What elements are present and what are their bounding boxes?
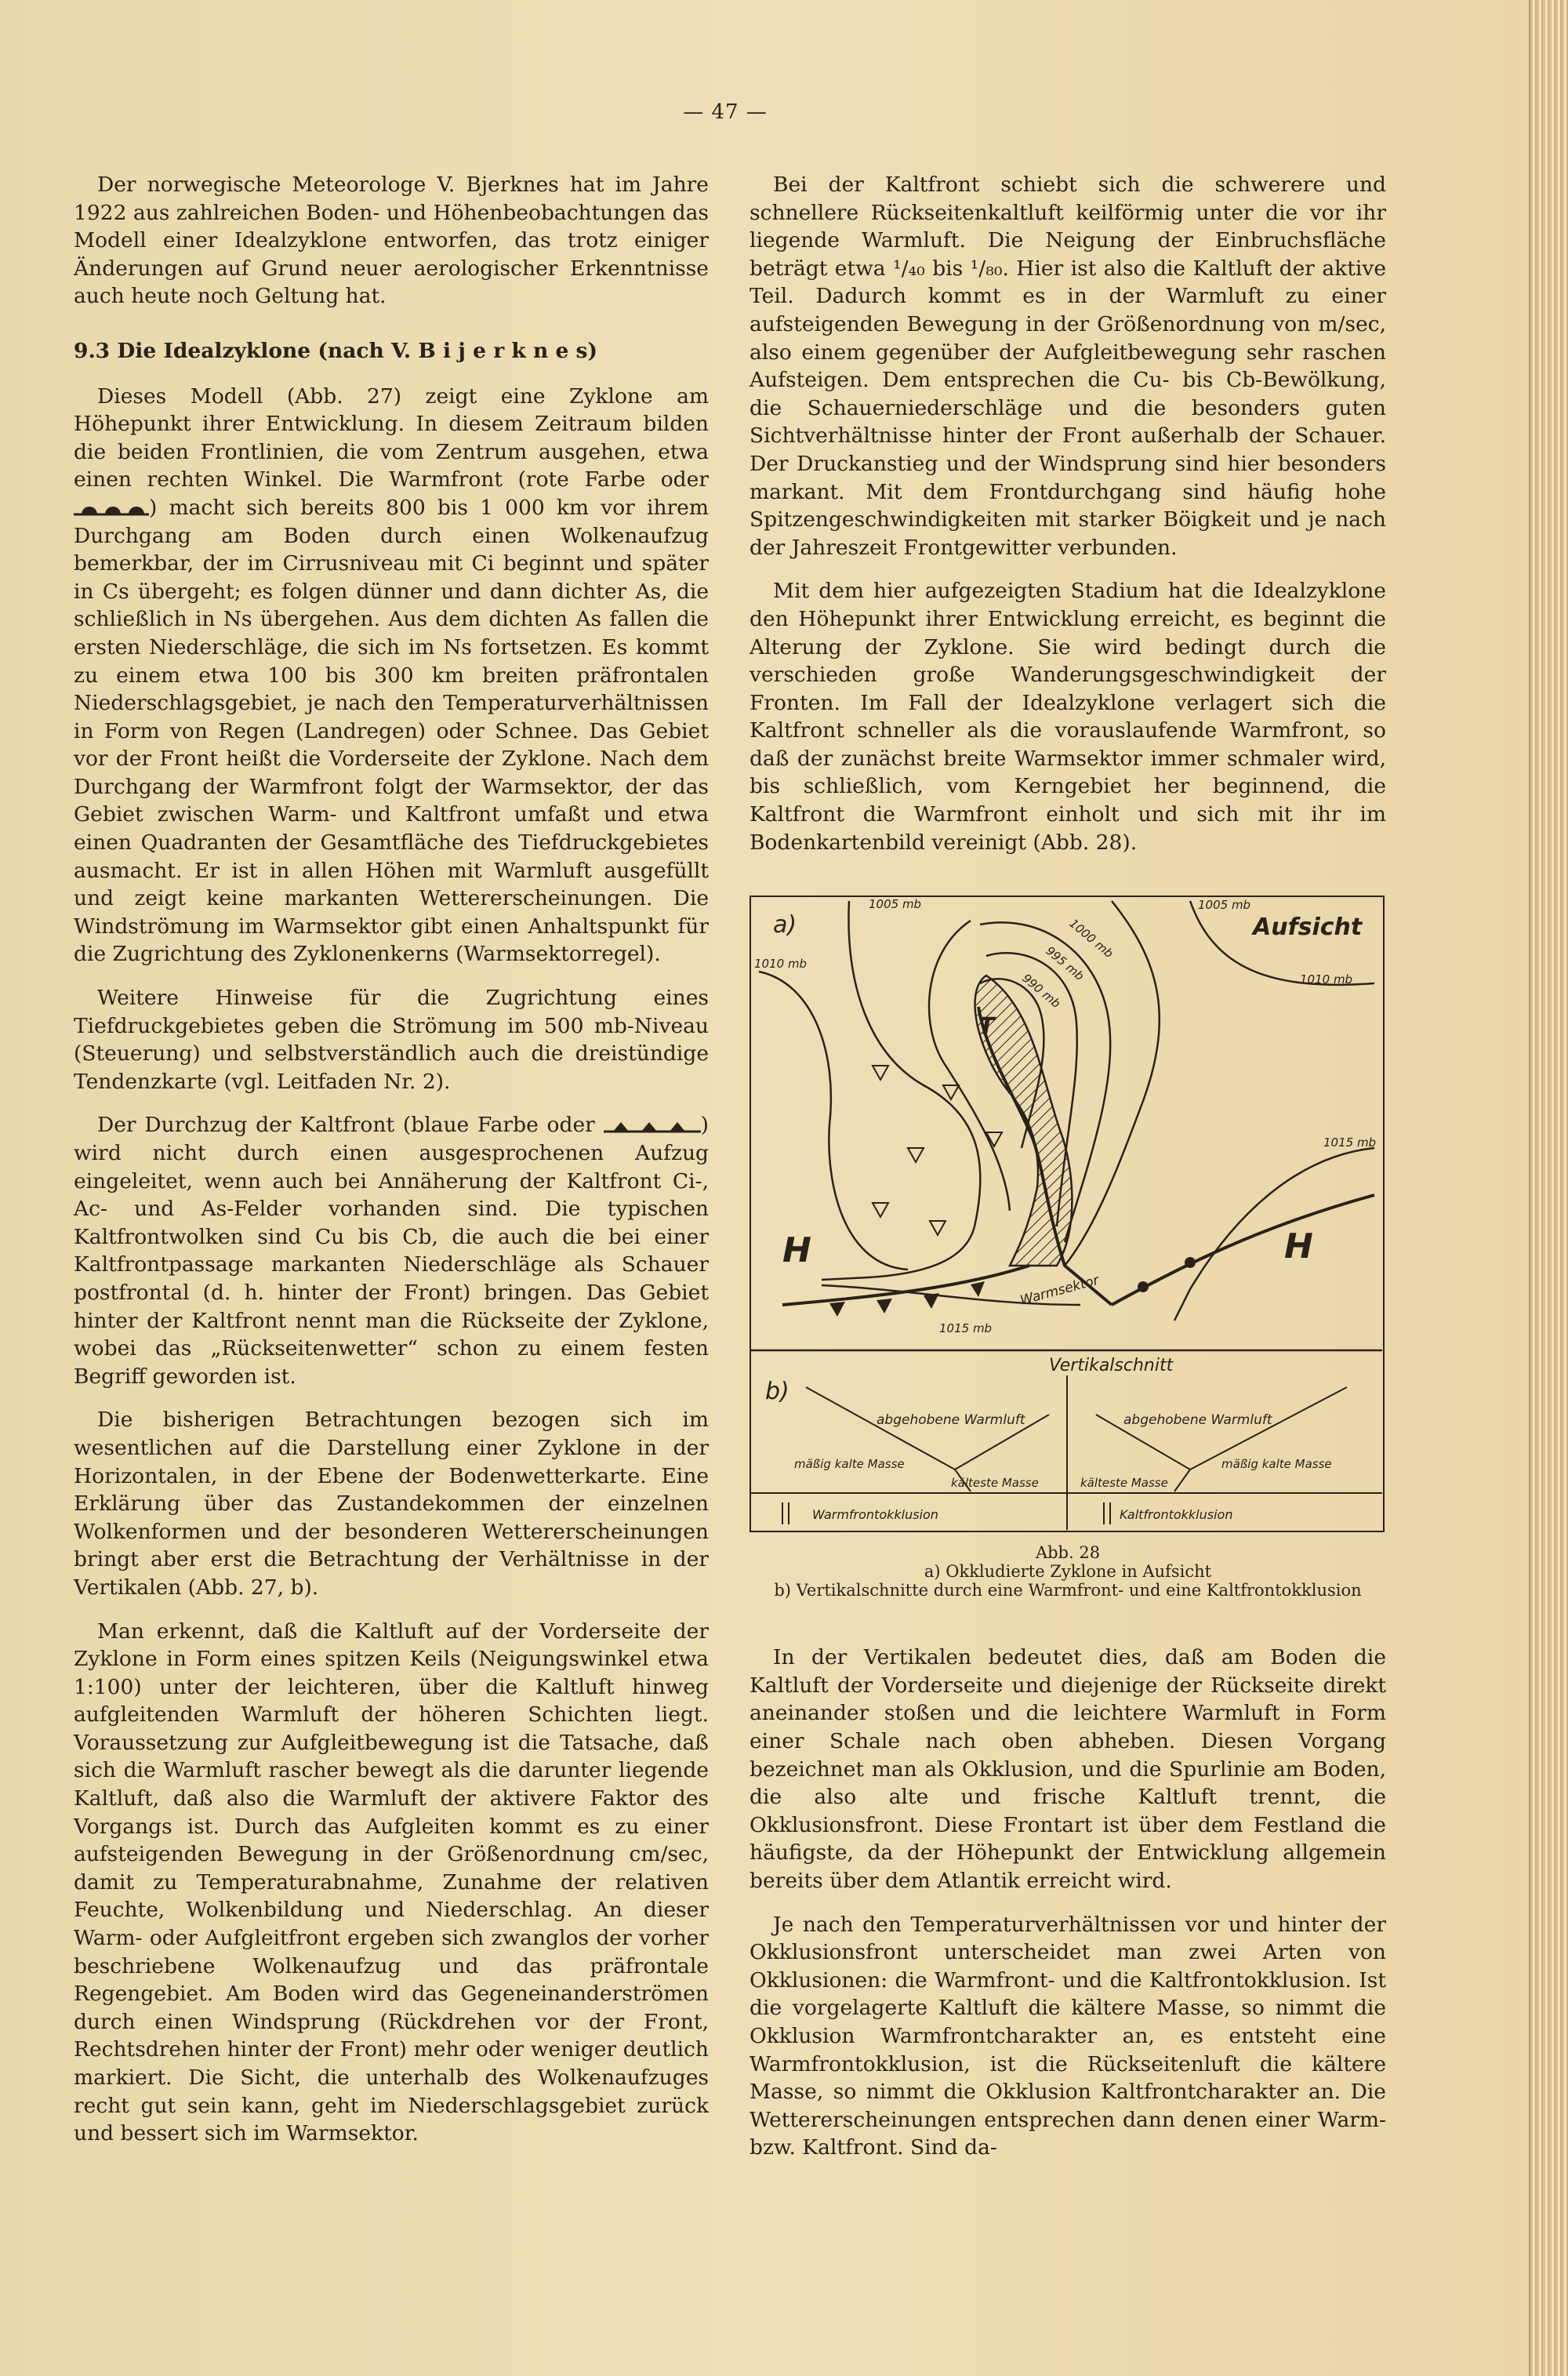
paragraph-cold-front: Bei der Kaltfront schiebt sich die schwerere und schnellere Rückseitenkaltluft keilförmig unter die vor ihr liegende Warmluft. Die Neigung der Einbruchsfläche beträgt etwa ¹/₄₀ bis ¹/₈₀. Hier ist also die Kaltluft der aktive Teil. Dadurch kommt es in der Warmluft zu einer aufsteigenden Bewegung in der Größenordnung von m/sec, also einem gegenüber der Aufgleitbewegung sehr raschen Aufsteigen. Dem entsprechen die Cu- bis Cb-Bewölkung, die Schauerniederschläge und die besonders guten Sichtverhältnisse hinter der Front außerhalb der Schauer. Der Druckanstieg und der Windsprung sind hier besonders markant. Mit dem Frontdurchgang sind häufig hohe Spitzengeschwindigkeiten mit starker Böigkeit und je nach der Jahreszeit Frontgewitter verbunden. <box>750 173 1386 560</box>
paragraph-model <box>74 383 709 968</box>
paragraph-kaltfront-rest: ) wird nicht durch einen ausgesprochenen Aufzug eingeleitet, wenn auch bei Annäherung der Kaltfront Ci-, Ac- und As-Felder vorhanden sind. Die typischen Kaltfrontwolken sind Cu bis Cb, die auch die bei einer Kaltfrontpassage markanten Niederschläge als Schauer postfrontal (d. h. hinter der Front) bringen. Das Gebiet hinter der Kaltfront nennt man die Rückseite der Zyklone, wobei das „Rückseitenwetter“ schon zu einem festen Begriff geworden ist. <box>74 1113 709 1389</box>
isobar-label-7: 1015 mb <box>1323 1135 1377 1150</box>
paragraph-zugrichtung: Weitere Hinweise für die Zugrichtung eines Tiefdruckgebietes geben die Strömung im 500 mb-Niveau (Steuerung) und selbstverständlich auch die dreistündige Tendenzkarte (vgl. Leitfaden Nr. 2). <box>74 986 709 1094</box>
paragraph-model-start: Dieses Modell (Abb. 27) zeigt eine Zyklone am Höhepunkt ihrer Entwicklung. In diesem Zeitraum bilden die beiden Frontlinien, die vom Zentrum ausgehen, etwa einen rechten Winkel. Die Warmfront (rote Farbe oder <box>74 383 709 492</box>
left-column <box>74 171 709 2163</box>
panel-b-label: b) <box>765 1378 789 1406</box>
paragraph-kaltfront <box>74 1111 709 1390</box>
page-edge <box>1529 0 1568 2376</box>
right-mid-label: mäßig kalte Masse <box>1221 1457 1332 1472</box>
left-caption: Warmfrontokklusion <box>812 1507 938 1523</box>
section-heading: 9.3 Die Idealzyklone (nach V. B i j e r k n e s) <box>74 338 597 363</box>
figure-caption <box>750 1543 1386 1600</box>
shower-symbols <box>873 1066 1002 1235</box>
figure-28-drawing <box>751 897 1382 1530</box>
caption-title: Abb. 28 <box>1035 1543 1101 1563</box>
paragraph-kaltfront-start: Der Durchzug der Kaltfront (blaue Farbe oder <box>97 1113 595 1138</box>
panel-a-label: a) <box>773 911 797 939</box>
intro-paragraph: Der norwegische Meteorologe V. Bjerknes hat im Jahre 1922 aus zahlreichen Boden- und Höhenbeobachtungen das Modell einer Idealzyklone entworfen, das trotz einiger Änderungen auf Grund neuer aerologischer Erkenntnisse auch heute noch Geltung hat. <box>74 173 709 309</box>
paragraph-occlusion: In der Vertikalen bedeutet dies, daß am Boden die Kaltluft der Vorderseite und diejenige der Rückseite direkt aneinander stoßen und die leichtere Warmluft in Form einer Schale nach oben abheben. Diesen Vorgang bezeichnet man als Okklusion, und die Spurlinie am Boden, die also alte und frische Kaltluft trennt, die Okklusionsfront. Diese Frontart ist über dem Festland die häufigste, da der Höhepunkt der Entwicklung allgemein bereits über dem Atlantik erreicht wird. <box>750 1645 1386 1893</box>
high-right: H <box>1284 1226 1313 1267</box>
isobar-label-0: 1005 mb <box>869 897 922 912</box>
paragraph-aging: Mit dem hier aufgezeigten Stadium hat die Idealzyklone den Höhepunkt ihrer Entwicklung erreicht, es beginnt die Alterung der Zyklone. Sie wird bedingt durch die verschieden große Wanderungsgeschwindigkeit der Fronten. Im Fall der Idealzyklone verlagert sich die Kaltfront schneller als die vorauslaufende Warmfront, so daß der zunächst breite Warmsektor immer schmaler wird, bis schließlich, vom Kerngebiet her beginnend, die Kaltfront die Warmfront einholt und sich mit ihr im Bodenkartenbild vereinigt (Abb. 28). <box>750 579 1386 855</box>
vertical-title: Vertikalschnitt <box>1049 1356 1174 1376</box>
figure-a-labels <box>754 897 1376 1335</box>
right-upper-label: abgehobene Warmluft <box>1123 1412 1272 1429</box>
right-column <box>750 171 1386 2178</box>
figure-28 <box>750 896 1385 1532</box>
isobar-label-1: 1010 mb <box>754 957 808 972</box>
warm-front-symbol-icon <box>74 500 149 518</box>
warm-sector-label: Warmsektor <box>1018 1273 1101 1310</box>
page-number: — 47 — <box>683 100 768 124</box>
warm-front-line <box>1112 1195 1374 1305</box>
left-low-label: kälteste Masse <box>951 1476 1039 1491</box>
right-low-label: kälteste Masse <box>1080 1476 1168 1491</box>
isobar-label-8: 1015 mb <box>939 1321 993 1336</box>
paragraph-vertical: Man erkennt, daß die Kaltluft auf der Vorderseite der Zyklone in Form eines spitzen Keils (Neigungswinkel etwa 1:100) unter der leichteren, über die Kaltluft hinweg aufgleitenden Warmluft der höheren Schichten liegt. Voraussetzung zur Aufgleitbewegung ist die Tatsache, daß sich die Warmluft rascher bewegt als die darunter liegende Kaltluft, daß also die Warmluft der aktivere Faktor des Vorgangs ist. Durch das Aufgleiten kommt es zu einer aufsteigenden Bewegung in der Größenordnung cm/sec, damit zu Temperaturabnahme, Zunahme der relativen Feuchte, Wolkenbildung und Niederschlag. An dieser Warm- oder Aufgleitfront ergeben sich zwanglos der vorher beschriebene Wolkenaufzug und das präfrontale Regengebiet. Am Boden wird das Gegeneinanderströmen durch einen Windsprung (Rückdrehen vor der Front, Rechtsdrehen hinter der Front) mehr oder weniger deutlich markiert. Die Sicht, die unterhalb des Wolkenaufzuges recht gut sein kann, geht im Niederschlagsgebiet zurück und bessert sich im Warmsektor. <box>74 1619 709 2146</box>
cold-front-symbol-icon <box>604 1117 701 1135</box>
paragraph-occlusion-types: Je nach den Temperaturverhältnissen vor und hinter der Okklusionsfront unterscheidet man zwei Arten von Okklusionen: die Warmfront- und die Kaltfrontokklusion. Ist die vorgelagerte Kaltluft die kältere Masse, so nimmt die Okklusion Warmfrontcharakter an, es entsteht eine Warmfrontokklusion, ist die Rückseitenluft die kältere Masse, so nimmt die Okklusion Kaltfrontcharakter an. Die Wettererscheinungen entsprechen dann denen einer Warm- bzw. Kaltfront. Sind da- <box>750 1912 1386 2160</box>
figure-title: Aufsicht <box>1253 914 1363 942</box>
figure-b <box>751 1356 1382 1530</box>
isobar-label-5: 990 mb <box>1019 971 1064 1012</box>
right-caption: Kaltfrontokklusion <box>1120 1507 1233 1523</box>
paragraph-horizontal: Die bisherigen Betrachtungen bezogen sich im wesentlichen auf die Darstellung einer Zyklone in der Horizontalen, in der Ebene der Bodenwetterkarte. Eine Erklärung über das Zustandekommen der einzelnen Wolkenformen und der besonderen Wettererscheinungen bringt aber erst die Betrachtung der Verhältnisse in der Vertikalen (Abb. 27, b). <box>74 1408 709 1600</box>
left-mid-label: mäßig kalte Masse <box>794 1457 905 1472</box>
caption-a: a) Okkludierte Zyklone in Aufsicht <box>924 1562 1212 1582</box>
cold-front-line <box>782 1266 1029 1305</box>
right-occlusion-stem <box>1174 1470 1190 1491</box>
isobar-label-6: 1010 mb <box>1300 972 1353 987</box>
paragraph-model-rest: ) macht sich bereits 800 bis 1 000 km vor ihrem Durchgang am Boden durch einen Wolkenaufzug bemerkbar, der im Cirrusniveau mit Ci beginnt und später in Cs übergeht; es folgen dünner und dann dichter As, die schließlich in Ns übergehen. Aus dem dichten As fallen die ersten Niederschläge, die sich im Ns fortsetzen. Es kommt zu einem etwa 100 bis 300 km breiten präfrontalen Niederschlagsgebiet, je nach den Temperaturverhältnissen in Form von Regen (Landregen) oder Schnee. Das Gebiet vor der Front heißt die Vorderseite der Zyklone. Nach dem Durchgang der Warmfront folgt der Warmsektor, der das Gebiet zwischen Warm- und Kaltfront umfaßt und etwa einen Quadranten der Gesamtfläche des Tiefdruckgebietes ausmacht. Er ist in allen Höhen mit Warmluft ausgefüllt und zeigt keine markanten Wettererscheinungen. Die Windströmung im Warmsektor gibt einen Anhaltspunkt für die Zugrichtung des Zyklonenkerns (Warmsektorregel). <box>74 495 709 967</box>
isobar-label-3: 1000 mb <box>1066 916 1116 961</box>
isobar-label-2: 1005 mb <box>1198 898 1251 913</box>
caption-b: b) Vertikalschnitte durch eine Warmfront- und eine Kaltfrontokklusion <box>774 1581 1362 1600</box>
left-upper-label: abgehobene Warmluft <box>877 1412 1025 1429</box>
low-center: T <box>978 1013 995 1041</box>
high-left: H <box>782 1230 811 1271</box>
isobar-label-4: 995 mb <box>1043 943 1087 984</box>
